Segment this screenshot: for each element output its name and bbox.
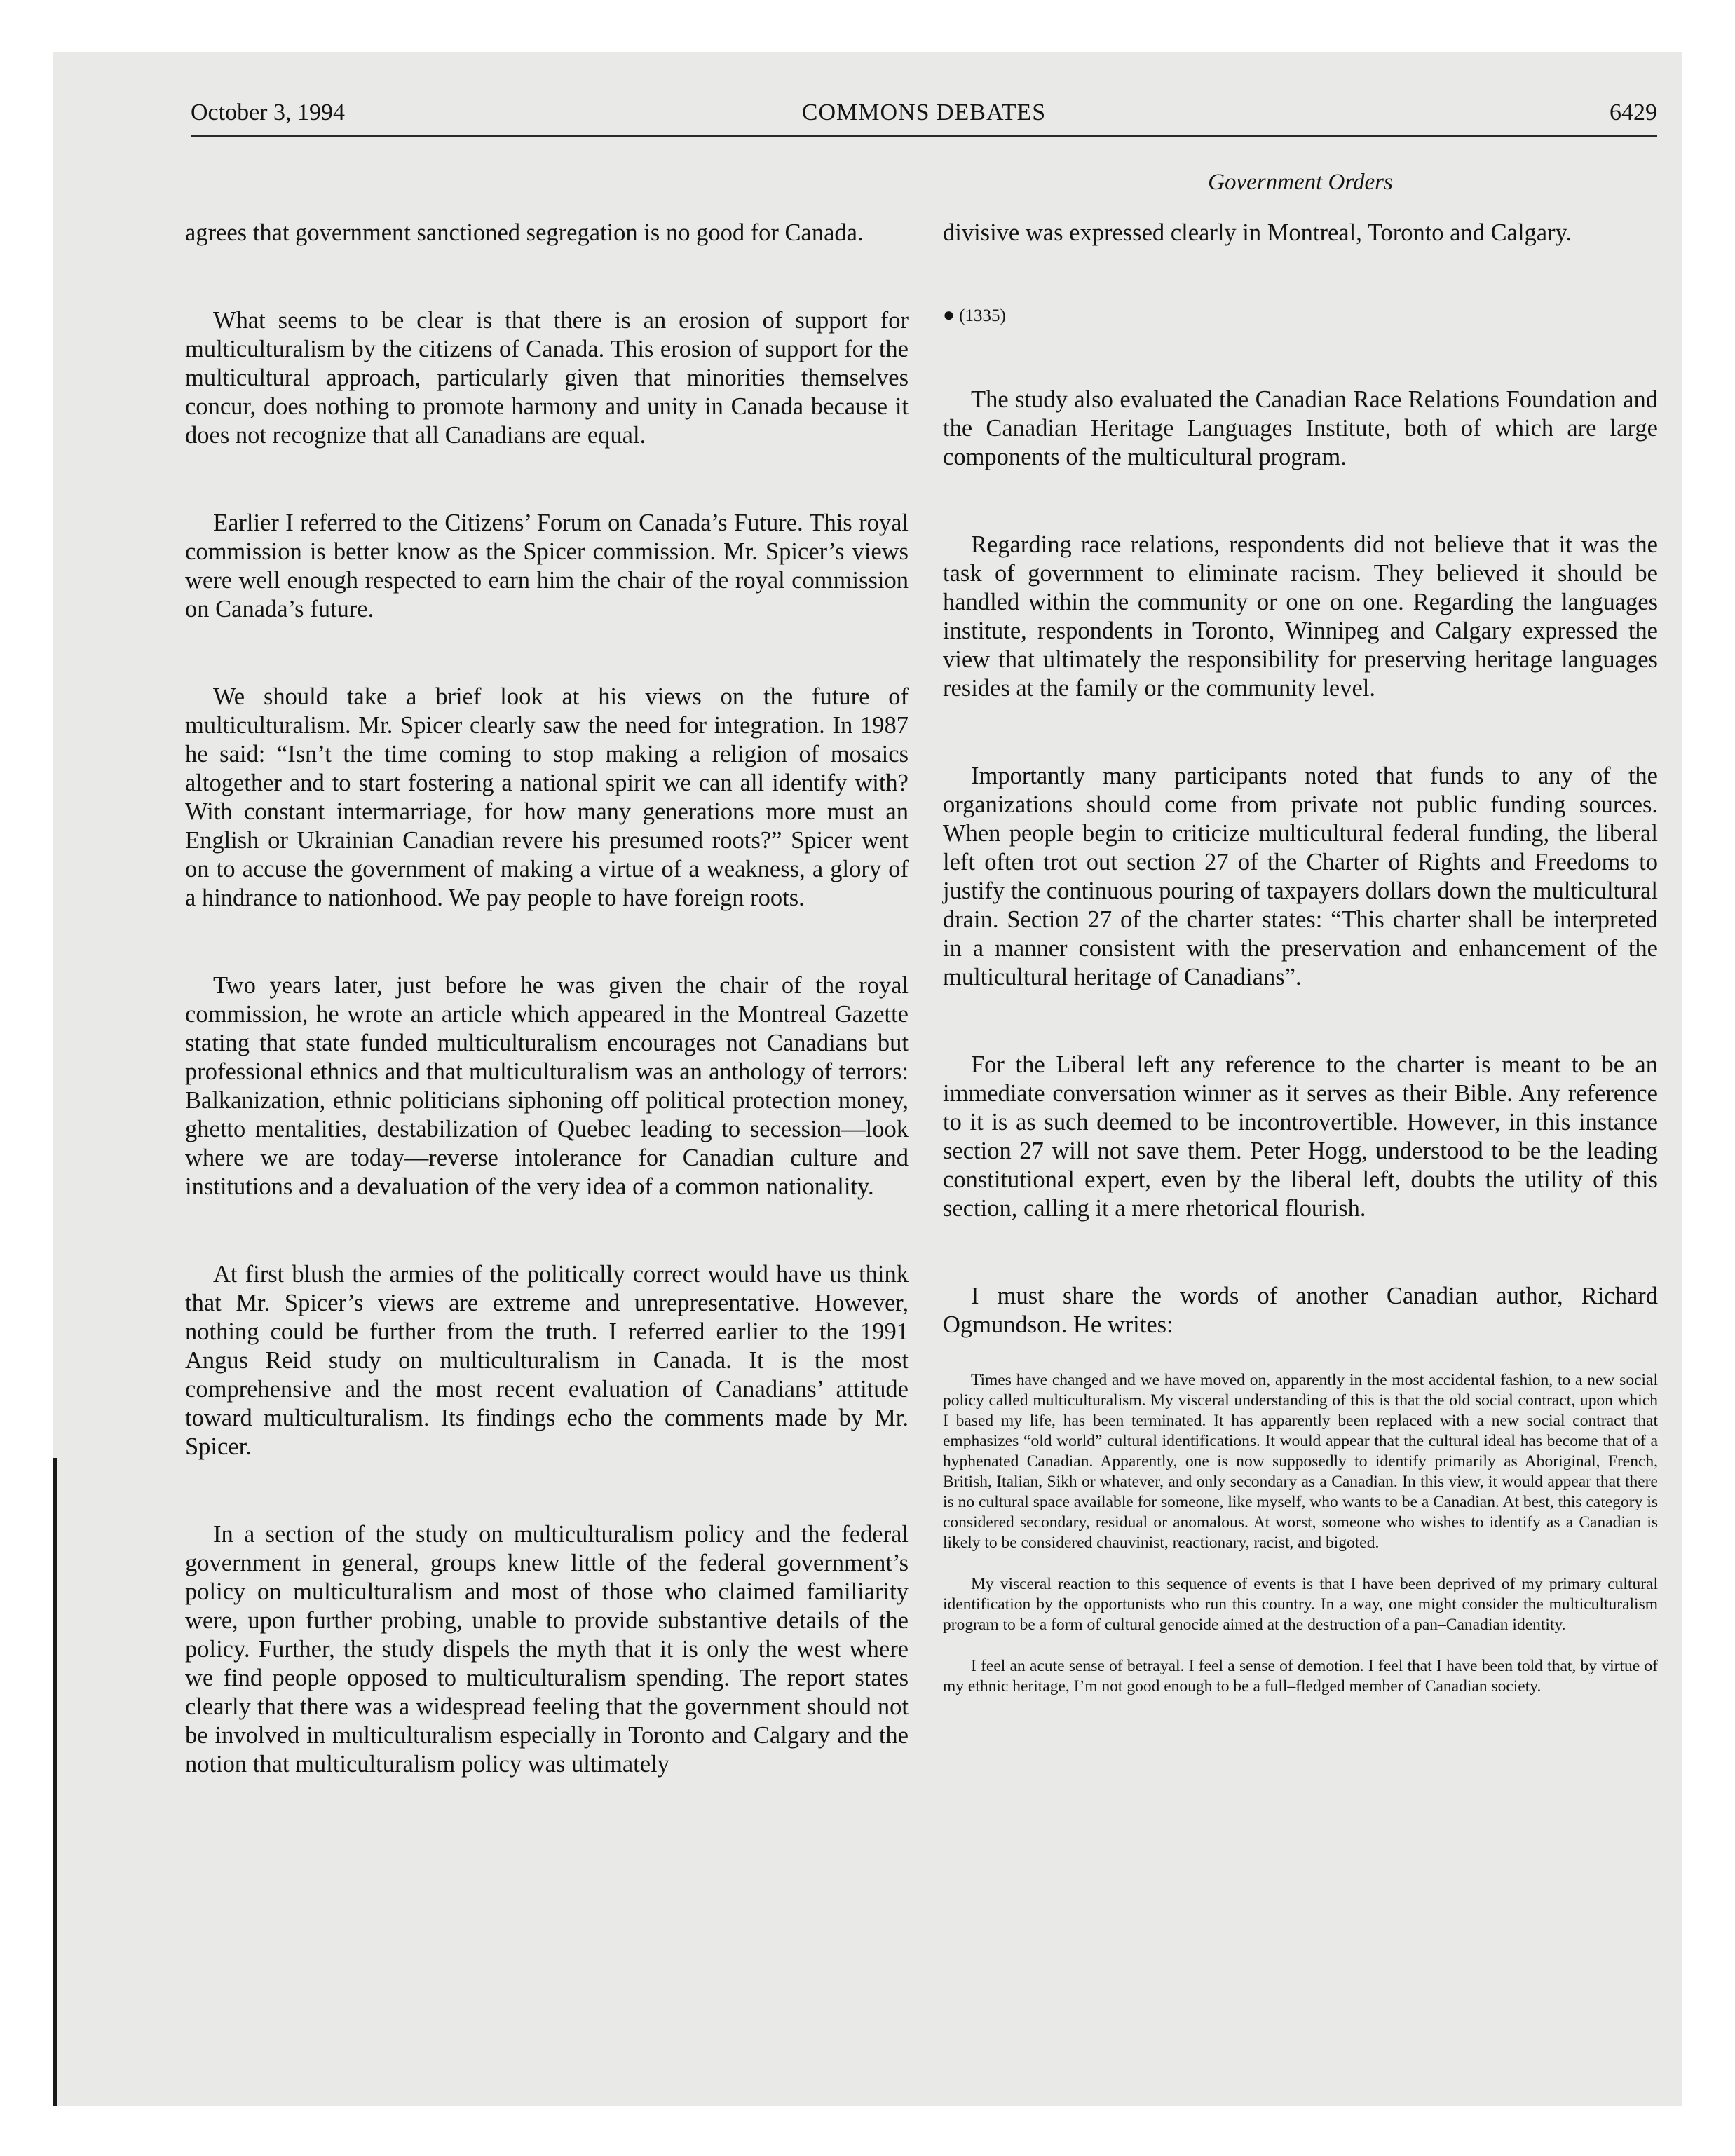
paragraph: Importantly many participants noted that funds to any of the organizations should come from private not public funding sources. When people begin to criticize multicultural federal funding, the liberal left often trot out section 27 of the Charter of Rights and Freedoms to justify the continuous pouring of taxpayers dollars down the multicultural drain. Section 27 of the charter states: “This charter shall be interpreted in a manner consistent with the preservation and enhancement of the multicultural heritage of Canadians”. [943, 763, 1658, 990]
timestamp [943, 305, 1658, 327]
header-date: October 3, 1994 [191, 100, 346, 125]
block-quote [943, 1370, 1658, 1697]
paragraph: agrees that government sanctioned segregation is no good for Canada. [185, 219, 864, 246]
paragraph: Regarding race relations, respondents did not believe that it was the task of government to eliminate racism. They believed it should be handled within the community or one on one. Regarding the languages institute, respondents in Toronto, Winnipeg and Calgary expressed the view that ultimately the responsibility for preserving heritage languages resides at the family or the community level. [943, 531, 1658, 702]
quote-paragraph: Times have changed and we have moved on, apparently in the most accidental fashion, to a new social policy called multiculturalism. My visceral understanding of this is that the old social contract, upon which I based my life, has been terminated. It has apparently been replaced with a new social contract that emphasizes “old world” cultural identifications. It would appear that the cultural ideal has become that of a hyphenated Canadian. Apparently, one is now supposedly to identify primarily as Aboriginal, French, British, Italian, Sikh or whatever, and only secondary as a Canadian. In this view, it would appear that there is no cultural space available for someone, like myself, who wants to be a Canadian. At best, this category is considered secondary, residual or anomalous. At worst, someone who wishes to identify as a Canadian is likely to be considered chauvinist, reactionary, racist, and bigoted. [943, 1371, 1658, 1552]
header-title: COMMONS DEBATES [801, 100, 1047, 125]
paragraph: Earlier I referred to the Citizens’ Forum on Canada’s Future. This royal commission is better know as the Spicer commission. Mr. Spicer’s views were well enough respected to earn him the chair of the royal commission on Canada’s future. [185, 510, 909, 622]
paragraph: At first blush the armies of the politically correct would have us think that Mr. Spicer’s views are extreme and unrepresentative. However, nothing could be further from the truth. I referred earlier to the 1991 Angus Reid study on multiculturalism in Canada. It is the most comprehensive and the most recent evaluation of Canadians’ attitude toward multiculturalism. Its findings echo the comments made by Mr. Spicer. [185, 1261, 909, 1460]
page-number: 6429 [1610, 100, 1657, 125]
paragraph: For the Liberal left any reference to the charter is meant to be an immediate conversation winner as it serves as their Bible. Any reference to it is as such deemed to be incontrovertible. However, in this instance section 27 will not save them. Peter Hogg, understood to be the leading constitutional expert, even by the liberal left, doubts the utility of this section, calling it a mere rhetorical flourish. [943, 1051, 1658, 1222]
quote-paragraph: I feel an acute sense of betrayal. I feel a sense of demotion. I feel that I have been told that, by virtue of my ethnic heritage, I’m not good enough to be a full–fledged member of Canadian society. [943, 1657, 1658, 1696]
bullet-icon: ● [943, 304, 955, 326]
header-rule [191, 135, 1657, 137]
paragraph: Two years later, just before he was given the chair of the royal commission, he wrote an article which appeared in the Montreal Gazette stating that state funded multiculturalism encourages not Canadians but professional ethnics and that multiculturalism was an anthology of terrors: Balkanization, ethnic politicians siphoning off political protection money, ghetto mentalities, destabilization of Quebec leading to secession—look where we are today—reverse intolerance for Canadian culture and institutions and a devaluation of the very idea of a common nationality. [185, 972, 909, 1200]
timestamp-value: (1335) [959, 306, 1006, 325]
section-heading: Government Orders [1208, 170, 1393, 195]
paragraph: The study also evaluated the Canadian Race Relations Foundation and the Canadian Heritage Languages Institute, both of which are large components of the multicultural program. [943, 386, 1658, 470]
paragraph: I must share the words of another Canadian author, Richard Ogmundson. He writes: [943, 1283, 1658, 1338]
page-header [191, 95, 1657, 135]
paragraph: We should take a brief look at his views on the future of multiculturalism. Mr. Spicer clearly saw the need for integration. In 1987 he said: “Isn’t the time coming to stop making a religion of mosaics altogether and to start fostering a national spirit we can all identify with? With constant intermarriage, for how many generations more must an English or Ukrainian Canadian revere his presumed roots?” Spicer went on to accuse the government of making a virtue of a weakness, a glory of a hindrance to nationhood. We pay people to have foreign roots. [185, 683, 909, 911]
scan-edge-shadow [53, 1458, 57, 2106]
paragraph: divisive was expressed clearly in Montreal, Toronto and Calgary. [943, 219, 1572, 246]
left-column [185, 219, 909, 1779]
paragraph: In a section of the study on multiculturalism policy and the federal government in general, groups knew little of the federal government’s policy on multiculturalism and most of those who claimed familiarity were, upon further probing, unable to provide substantive details of the policy. Further, the study dispels the myth that it is only the west where we find people opposed to multiculturalism spending. The report states clearly that there was a widespread feeling that the government should not be involved in multiculturalism especially in Toronto and Calgary and the notion that multiculturalism policy was ultimately [185, 1521, 909, 1778]
paragraph: What seems to be clear is that there is an erosion of support for multiculturalism by the citizens of Canada. This erosion of support for the multicultural approach, particularly given that minorities themselves concur, does nothing to promote harmony and unity in Canada because it does not recognize that all Canadians are equal. [185, 307, 909, 449]
right-column [943, 219, 1658, 1718]
quote-paragraph: My visceral reaction to this sequence of events is that I have been deprived of my primary cultural identification by the opportunists who run this country. In a way, one might consider the multiculturalism program to be a form of cultural genocide aimed at the destruction of a pan–Canadian identity. [943, 1575, 1658, 1634]
